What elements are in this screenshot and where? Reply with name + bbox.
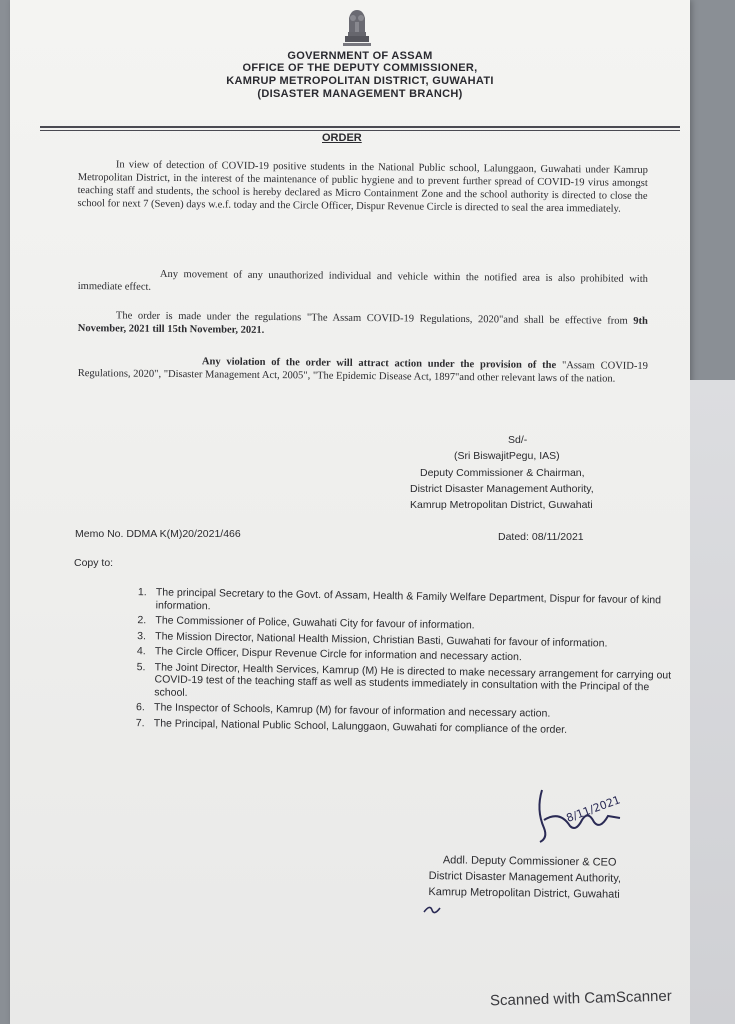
paragraph-3-text: The order is made under the regulations "The Assam COVID-19 Regulations, 2020"and shall be effective from (115, 310, 634, 327)
list-item-text: The Mission Director, National Health Mission, Christian Basti, Guwahati for favour of information. (155, 629, 608, 650)
list-item-number: 2. (137, 614, 147, 627)
order-title: ORDER (322, 132, 362, 144)
header-line-4: (DISASTER MANAGEMENT BRANCH) (257, 88, 463, 100)
list-item-text: The Principal, National Public School, Lalunggaon, Guwahati for compliance of the order. (153, 716, 568, 736)
handwritten-signature (530, 780, 640, 850)
memo-date: Dated: 08/11/2021 (498, 531, 584, 543)
bottom-designation-3: Kamrup Metropolitan District, Guwahati (428, 886, 620, 901)
paragraph-4-text: "Assam COVID-19 Regulations, 2020", "Disaster Management Act, 2005", "The Epidemic Disease Act, 1897"and other relevant laws of the nation. (77, 360, 648, 385)
bottom-designation-1: Addl. Deputy Commissioner & CEO (442, 854, 617, 869)
list-item-number: 1. (137, 586, 147, 599)
signatory-designation-1: Deputy Commissioner & Chairman, (420, 467, 585, 479)
list-item-number: 4. (136, 645, 146, 658)
header-line-1: GOVERNMENT OF ASSAM (287, 50, 433, 62)
list-item-text: The Commissioner of Police, Guwahati City for favour of information. (155, 614, 475, 632)
background-sheet (690, 380, 735, 1024)
paragraph-2: Any movement of any unauthorized individual and vehicle within the notified area is also prohibited with immediate effect. (77, 268, 648, 293)
signatory-designation-2: District Disaster Management Authority, (410, 483, 594, 495)
list-item-text: The Circle Officer, Dispur Revenue Circle for information and necessary action. (154, 645, 522, 664)
list-item-text: The Inspector of Schools, Kamrup (M) for favour of information and necessary action. (154, 701, 551, 720)
copy-list (128, 586, 685, 741)
copy-to-label: Copy to: (74, 557, 114, 569)
paragraph-1: In view of detection of COVID-19 positive students in the National Public school, Lalunggaon, Guwahati under Kamrup Metropolitan District, in the interest of the maintenance of public hygiene and to prevent further spread of COVID-19 virus amongst teaching staff and students, the school is hereby declared as Micro Containment Zone and the school authority is directed to close the school for next 7 (Seven) days w.e.f. today and the Circle Officer, Dispur Revenue Circle is directed to seal the area immediately. (77, 159, 648, 215)
header-line-3: KAMRUP METROPOLITAN DISTRICT, GUWAHATI (226, 75, 494, 87)
header-line-2: OFFICE OF THE DEPUTY COMMISSIONER, (242, 62, 478, 74)
state-emblem-icon (337, 6, 377, 48)
signatory-sd: Sd/- (508, 434, 528, 446)
signatory-designation-3: Kamrup Metropolitan District, Guwahati (410, 499, 593, 511)
list-item-text: The principal Secretary to the Govt. of Assam, Health & Family Welfare Department, Dispur for favour of kind information. (155, 586, 662, 612)
paragraph-4-bold: Any violation of the order will attract action under the provision of the (201, 356, 557, 372)
header-divider (40, 126, 680, 131)
list-item-number: 6. (136, 701, 145, 714)
list-item (128, 660, 684, 706)
memo-number: Memo No. DDMA K(M)20/2021/466 (75, 528, 241, 540)
list-item-text: The Joint Director, Health Services, Kamrup (M) He is directed to make necessary arrangement for carrying out COVID-19 test of the teaching staff as well as students immediately in consultation with the Principal of the school. (154, 660, 672, 699)
signatory-name: (Sri BiswajitPegu, IAS) (454, 450, 560, 462)
scanner-watermark: Scanned with CamScanner (489, 987, 672, 1010)
list-item-number: 3. (137, 629, 147, 642)
pen-mark (420, 900, 442, 918)
list-item-number: 5. (136, 660, 146, 673)
list-item-number: 7. (135, 716, 145, 729)
paragraph-3-dates: 9th November, 2021 till 15th November, 2021. (77, 315, 648, 336)
bottom-signatory (424, 852, 685, 904)
handwritten-date: 8/11/2021 (564, 793, 623, 825)
bottom-designation-2: District Disaster Management Authority, (428, 870, 622, 885)
